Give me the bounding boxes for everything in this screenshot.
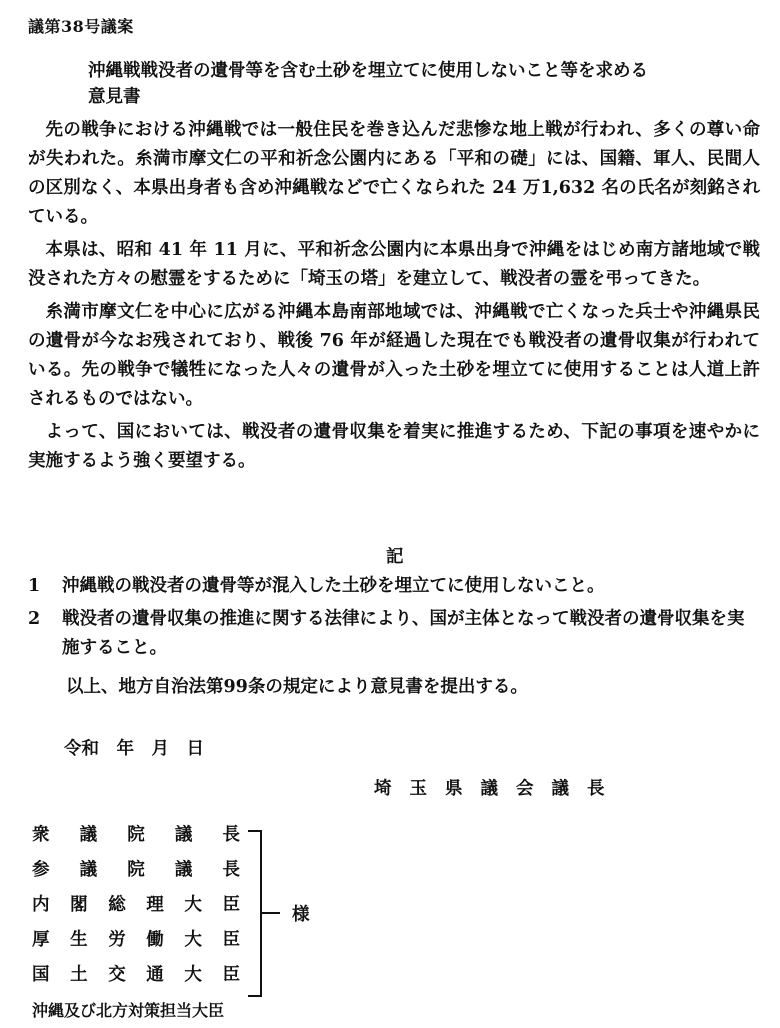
body-text: [28, 116, 760, 480]
bracket-top: [248, 830, 262, 832]
paragraph-3: 糸満市摩文仁を中心に広がる沖縄本島南部地域では、沖縄戦で亡くなった兵士や沖縄県民の遺骨が今なお残されており、戦後 76 年が経過した現在でも戦没者の遺骨収集が行われている。先の戦争で犠牲になった人々の遺骨が入った土砂を埋立てに使用することは人道上許されるものではない。: [28, 302, 760, 409]
title-line-1: 沖縄戦戦没者の遺骨等を含む土砂を埋立てに使用しないこと等を求める: [88, 61, 648, 81]
recipient: 参 議 院 議 長: [32, 860, 240, 880]
item-text: 沖縄戦の戦没者の遺骨等が混入した土砂を埋立てに使用しないこと。: [62, 576, 605, 596]
recipients-bracket: [246, 830, 262, 997]
recipients-list: [32, 818, 240, 1028]
closing-statement: 以上、地方自治法第99条の規定により意見書を提出する。: [66, 677, 528, 697]
paragraph-2: 本県は、昭和 41 年 11 月に、平和祈念公園内に本県出身で沖縄をはじめ南方諸地域で戦没された方々の慰霊をするために「埼玉の塔」を建立して、戦没者の霊を弔ってきた。: [28, 240, 760, 289]
recipient: 国 土 交 通 大 臣: [32, 965, 240, 985]
bracket-pointer: [262, 912, 280, 914]
paragraph-4: よって、国においては、戦没者の遺骨収集を着実に推進するため、下記の事項を速やかに実施するよう強く要望する。: [28, 422, 760, 471]
item-text: 戦没者の遺骨収集の推進に関する法律により、国が主体となって戦没者の遺骨収集を実施すること。: [62, 609, 745, 658]
ki-heading: 記: [386, 547, 404, 567]
sender: 埼玉県議会議長: [374, 779, 623, 799]
request-item: [28, 572, 760, 601]
title-line-2: 意見書: [88, 87, 141, 107]
recipient: 衆 議 院 議 長: [32, 825, 240, 845]
request-items: [28, 572, 760, 667]
paragraph-1: 先の戦争における沖縄戦では一般住民を巻き込んだ悲惨な地上戦が行われ、多くの尊い命が失われた。糸満市摩文仁の平和祈念公園内にある「平和の礎」には、国籍、軍人、民間人の区別なく、本県出身者も含め沖縄戦などで亡くなられた 24 万1,632 名の氏名が刻銘されている。: [28, 120, 760, 227]
recipient: 沖縄及び北方対策担当大臣: [32, 1001, 225, 1020]
bill-number: 議第38号議案: [28, 17, 134, 36]
document-title: [88, 58, 758, 110]
item-number: 1: [28, 576, 41, 596]
date-line: 令和 年 月 日: [64, 739, 204, 759]
recipient: 内 閣 総 理 大 臣: [32, 895, 240, 915]
bracket-bottom: [248, 995, 262, 997]
honorific: 様: [292, 905, 310, 925]
item-number: 2: [28, 609, 41, 629]
request-item: [28, 605, 760, 663]
recipient: 厚 生 労 働 大 臣: [32, 930, 240, 950]
